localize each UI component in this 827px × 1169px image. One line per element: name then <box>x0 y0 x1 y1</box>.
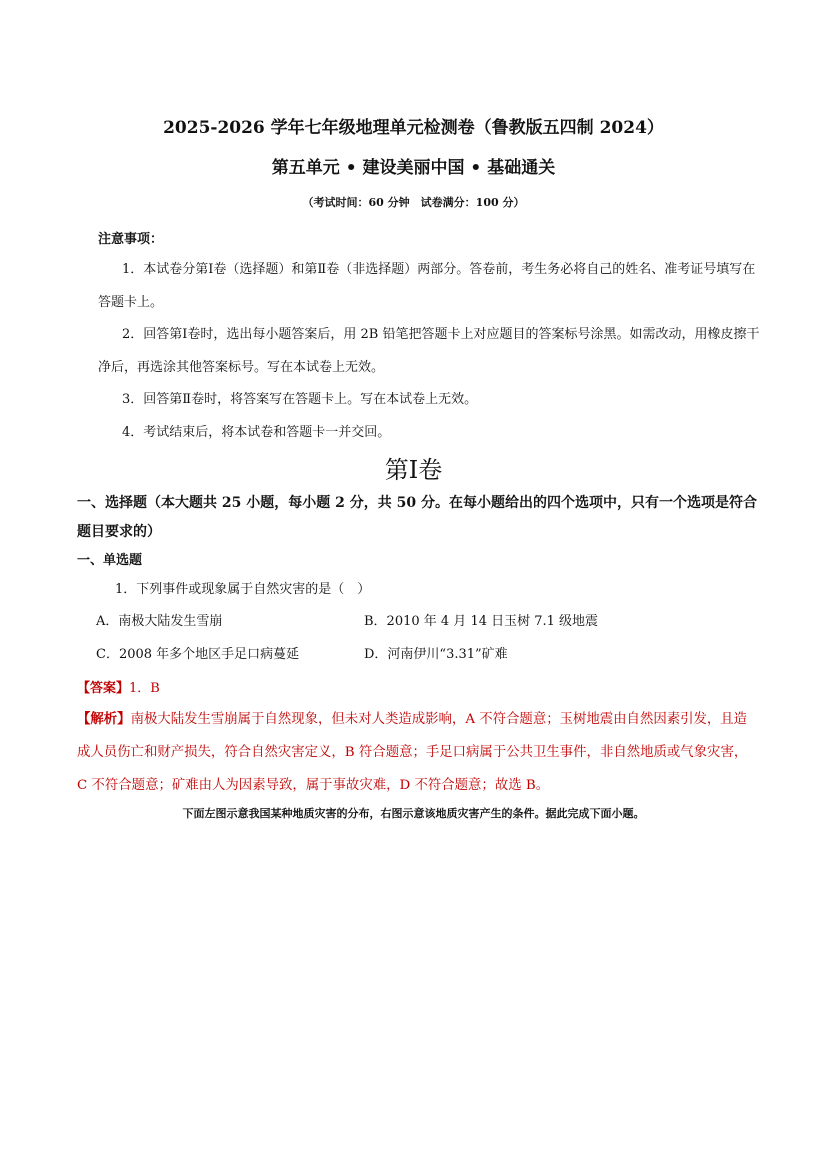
notice-item-4: 4．考试结束后，将本试卷和答题卡一并交回。 <box>122 425 391 440</box>
question-1-option-c: C．2008 年多个地区手足口病蔓延 <box>96 647 300 662</box>
exam-meta: （考试时间：60 分钟 试卷满分：100 分） <box>302 196 525 209</box>
question-1-option-a: A．南极大陆发生雪崩 <box>96 614 223 629</box>
answer-label: 【答案】 <box>77 681 130 696</box>
notice-item-2: 2．回答第Ⅰ卷时，选出每小题答案后，用 2B 铅笔把答题卡上对应题目的答案标号涂黑。如需改动，用橡皮擦干净后，再选涂其他答案标号。写在本试卷上无效。 <box>98 327 760 375</box>
notice-item-3: 3．回答第Ⅱ卷时，将答案写在答题卡上。写在本试卷上无效。 <box>122 392 478 407</box>
analysis-text: 南极大陆发生雪崩属于自然现象，但未对人类造成影响，A 不符合题意；玉树地震由自然因素引发，且造成人员伤亡和财产损失，符合自然灾害定义，B 符合题意；手足口病属于公共卫生事件，非自然地质或气象灾害，C 不符合题意；矿难由人为因素导致，属于事故灾难，D 不符合题意；故选 B。 <box>77 712 748 793</box>
analysis-label: 【解析】 <box>77 711 131 727</box>
question-1-stem: 1．下列事件或现象属于自然灾害的是（ ） <box>115 582 371 597</box>
exam-title: 2025-2026 学年七年级地理单元检测卷（鲁教版五四制 2024） <box>163 118 664 138</box>
question-1-analysis <box>77 703 749 802</box>
section-subheading: 一、单选题 <box>77 553 143 568</box>
notice-item-1: 1．本试卷分第Ⅰ卷（选择题）和第Ⅱ卷（非选择题）两部分。答卷前，考生务必将自己的姓名、准考证号填写在答题卡上。 <box>98 262 756 310</box>
notice-heading: 注意事项： <box>98 232 164 247</box>
next-question-intro: 下面左图示意我国某种地质灾害的分布，右图示意该地质灾害产生的条件。据此完成下面小题。 <box>182 807 645 820</box>
volume-heading: 第Ⅰ卷 <box>384 456 443 484</box>
question-1-option-d: D．河南伊川“3.31”矿难 <box>364 647 508 662</box>
question-1-option-b: B．2010 年 4 月 14 日玉树 7.1 级地震 <box>364 614 599 629</box>
question-1-answer <box>77 677 160 696</box>
section-heading: 一、选择题（本大题共 25 小题，每小题 2 分，共 50 分。在每小题给出的四个选项中，只有一个选项是符合题目要求的） <box>77 495 757 540</box>
answer-value: 1．B <box>129 681 160 696</box>
unit-subtitle: 第五单元 • 建设美丽中国 • 基础通关 <box>271 158 556 178</box>
